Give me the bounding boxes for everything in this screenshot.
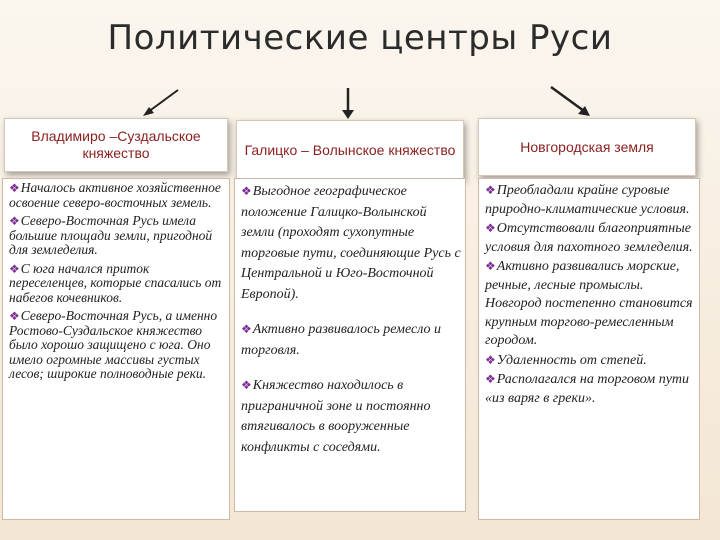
diamond-bullet-icon: ❖ — [9, 309, 20, 323]
header-galicia-volhynia — [236, 120, 464, 180]
header-vladimir-suzdal — [4, 118, 228, 172]
list-item: ❖Началось активное хозяйственное освоение северо-восточных земель. — [9, 180, 221, 210]
column-vladimir-suzdal — [2, 178, 230, 520]
diamond-bullet-icon: ❖ — [9, 181, 20, 195]
diamond-bullet-icon: ❖ — [9, 261, 20, 276]
list-item: ❖Княжество находилось в приграничной зоне и постоянно втягивалось в вооруженные конфликты с соседями. — [241, 378, 431, 455]
list-item: ❖Активно развивалось ремесло и торговля. — [241, 322, 442, 358]
diamond-bullet-icon: ❖ — [241, 322, 252, 336]
arrow-down-left-icon — [140, 86, 182, 120]
diamond-bullet-icon: ❖ — [485, 352, 496, 367]
list-item: ❖Северо-Восточная Русь имела большие площади земли, пригодной для земледелия. — [9, 213, 213, 257]
diamond-bullet-icon: ❖ — [485, 183, 496, 197]
column-novgorod — [478, 178, 700, 520]
diamond-bullet-icon: ❖ — [241, 184, 252, 198]
arrow-down-icon — [340, 86, 356, 120]
list-item: ❖Располагался на торговом пути «из варяг в греки». — [485, 372, 690, 406]
diamond-bullet-icon: ❖ — [9, 214, 20, 228]
list-item: ❖Отсутствовали благоприятные условия для пахотного земледелия. — [485, 221, 693, 255]
header-label: Галицко – Волынское княжество — [244, 141, 456, 158]
diamond-bullet-icon: ❖ — [485, 372, 496, 386]
header-novgorod — [478, 118, 696, 176]
column-galicia-volhynia — [234, 178, 466, 512]
list-item: ❖С юга начался приток переселенцев, которые спасались от набегов кочевников. — [9, 260, 222, 305]
diamond-bullet-icon: ❖ — [241, 378, 252, 392]
arrow-down-right-icon — [548, 84, 594, 120]
header-label: Владимиро –Суздальское княжество — [31, 128, 201, 161]
list-item: ❖Удаленность от степей. — [485, 352, 647, 368]
list-item: ❖Активно развивались морские, речные, лесные промыслы. Новгород постепенно становится крупным торгово-ремесленным городом. — [485, 259, 693, 348]
list-item: ❖Северо-Восточная Русь, а именно Ростово-Суздальское княжество было хорошо защищено с юга. Оно имело огромные массивы густых лесов; широкие полноводные реки. — [9, 308, 218, 381]
diamond-bullet-icon: ❖ — [485, 221, 496, 235]
page-title: Политические центры Руси — [107, 18, 613, 58]
list-item: ❖Преобладали крайне суровые природно-климатические условия. — [485, 183, 690, 217]
header-label: Новгородская земля — [520, 138, 654, 155]
diamond-bullet-icon: ❖ — [485, 259, 496, 273]
list-item: ❖Выгодное географическое положение Галицко-Волынской земли (проходят сухопутные торговые пути, соединяющие Русь с Центральной и Юго-Восточной Европой). — [241, 184, 461, 302]
